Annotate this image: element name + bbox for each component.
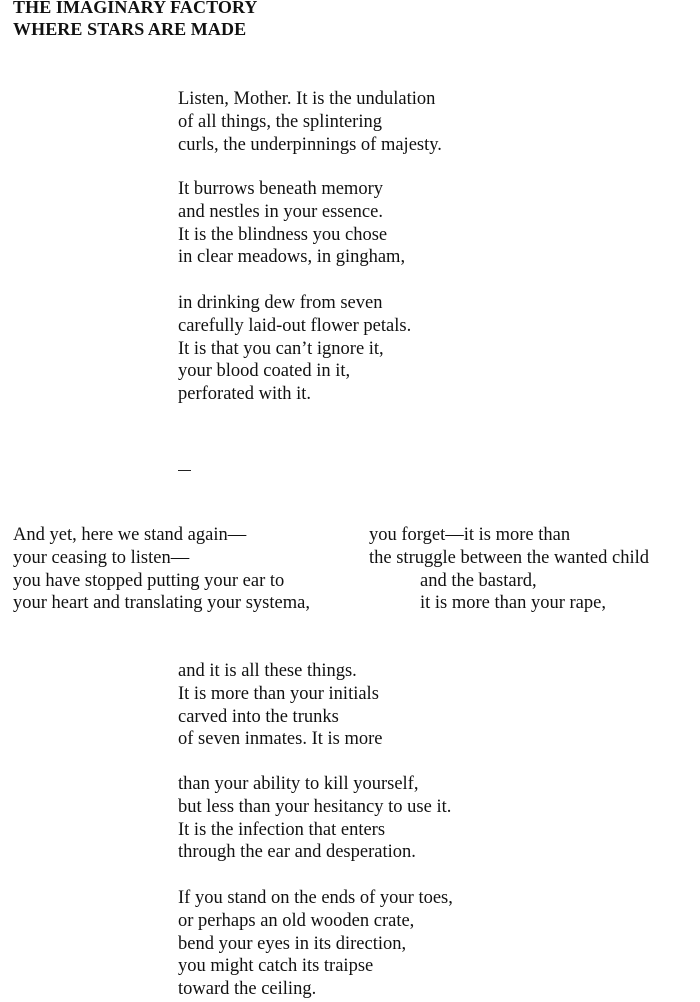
poem-line: If you stand on the ends of your toes, — [178, 888, 453, 908]
poem-line: you forget—it is more than — [369, 525, 571, 545]
poem-line: of seven inmates. It is more — [178, 729, 383, 750]
poem-line: bend your eyes in its direction, — [178, 933, 407, 954]
title-line-1: THE IMAGINARY FACTORY — [13, 0, 258, 17]
poem-line: It is the infection that enters — [178, 819, 386, 840]
poem-line: carved into the trunks — [178, 706, 339, 727]
poem-line: it is more than your rape, — [420, 593, 606, 614]
poem-line: and it is all these things. — [178, 661, 357, 681]
stanza-3 — [178, 292, 411, 406]
section-divider — [178, 470, 191, 471]
poem-line: perforated with it. — [178, 384, 312, 405]
poem-line: the struggle between the wanted child — [369, 547, 649, 568]
stanza-4 — [178, 660, 382, 751]
poem-line: It is more than your initials — [178, 683, 379, 704]
poem-line: in clear meadows, in gingham, — [178, 247, 406, 268]
poem-line: your ceasing to listen— — [13, 547, 190, 568]
poem-line: you have stopped putting your ear to — [13, 570, 285, 591]
poem-line: It burrows beneath memory — [178, 179, 383, 199]
poem-line: you might catch its traipse — [178, 956, 374, 977]
poem-line: and nestles in your essence. — [178, 201, 383, 222]
poem-title — [13, 0, 258, 40]
poem-line: Listen, Mother. It is the undulation — [178, 89, 436, 109]
title-line-2: WHERE STARS ARE MADE — [13, 19, 247, 39]
left-column-stanza — [13, 524, 310, 615]
poem-line: in drinking dew from seven — [178, 293, 383, 313]
poem-line: of all things, the splintering — [178, 111, 382, 132]
poem-line: or perhaps an old wooden crate, — [178, 910, 415, 931]
poem-line: than your ability to kill yourself, — [178, 774, 419, 794]
poem-line: It is that you can’t ignore it, — [178, 338, 384, 359]
poem-line: curls, the underpinnings of majesty. — [178, 134, 442, 155]
stanza-2 — [178, 178, 405, 269]
poem-line: but less than your hesitancy to use it. — [178, 796, 452, 817]
poem-line: And yet, here we stand again— — [13, 525, 247, 545]
poem-line: through the ear and desperation. — [178, 842, 416, 863]
poem-line: your blood coated in it, — [178, 361, 351, 382]
poem-line: carefully laid-out flower petals. — [178, 315, 412, 336]
poem-line: It is the blindness you chose — [178, 224, 388, 245]
poem-line: and the bastard, — [420, 570, 537, 591]
stanza-6 — [178, 887, 453, 1001]
poem-line: toward the ceiling. — [178, 979, 317, 1000]
stanza-5 — [178, 773, 451, 864]
poem-line: your heart and translating your systema, — [13, 593, 310, 614]
stanza-1 — [178, 88, 442, 156]
right-column-stanza — [369, 524, 649, 615]
